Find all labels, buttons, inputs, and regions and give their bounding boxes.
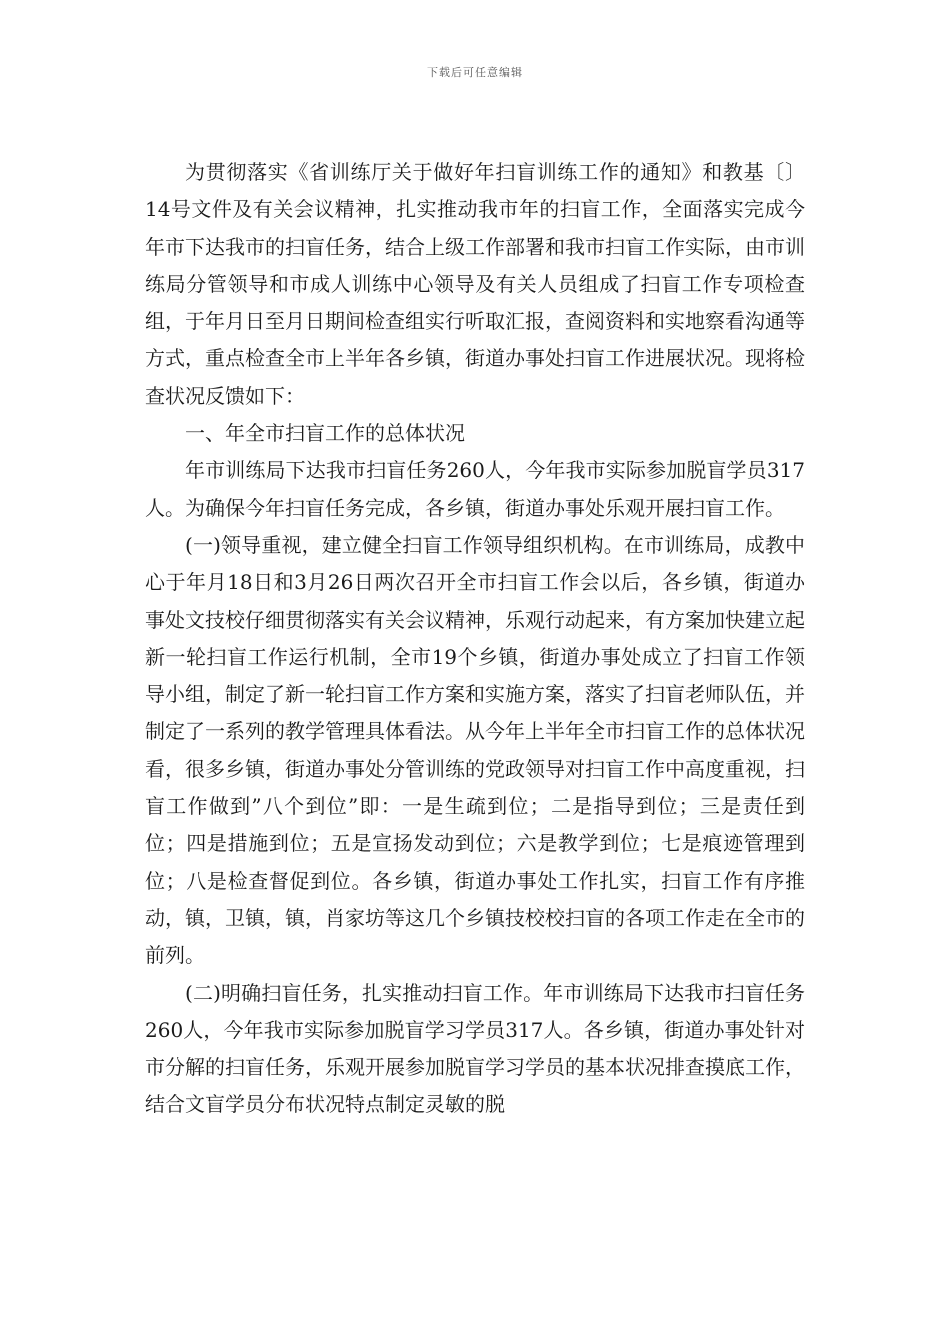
paragraph-tasks: (二)明确扫盲任务，扎实推动扫盲工作。年市训练局下达我市扫盲任务260人，今年我市实际参加脱盲学习学员317人。各乡镇，街道办事处针对市分解的扫盲任务，乐观开展参加脱盲学习学员的基本状况排查摸底工作，结合文盲学员分布状况特点制定灵敏的脱: [145, 980, 805, 1117]
paragraph-intro: 为贯彻落实《省训练厅关于做好年扫盲训练工作的通知》和教基〔〕14号文件及有关会议精神，扎实推动我市年的扫盲工作，全面落实完成今年市下达我市的扫盲任务，结合上级工作部署和我市扫盲工作实际，由市训练局分管领导和市成人训练中心领导及有关人员组成了扫盲工作专项检查组，于年月日至月日期间检查组实行听取汇报，查阅资料和实地察看沟通等方式，重点检查全市上半年各乡镇，街道办事处扫盲工作进展状况。现将检查状况反馈如下：: [145, 160, 805, 408]
section-heading-overview: 一、年全市扫盲工作的总体状况: [185, 421, 465, 446]
page-header-note: 下载后可任意编辑: [427, 66, 523, 79]
paragraph-task-summary: 年市训练局下达我市扫盲任务260人，今年我市实际参加脱盲学员317人。为确保今年扫盲任务完成，各乡镇，街道办事处乐观开展扫盲工作。: [145, 458, 805, 520]
document-body: [145, 154, 805, 1124]
paragraph-leadership: (一)领导重视，建立健全扫盲工作领导组织机构。在市训练局，成教中心于年月18日和3月26日两次召开全市扫盲工作会以后，各乡镇，街道办事处文技校仔细贯彻落实有关会议精神，乐观行动起来，有方案加快建立起新一轮扫盲工作运行机制，全市19个乡镇，街道办事处成立了扫盲工作领导小组，制定了新一轮扫盲工作方案和实施方案，落实了扫盲老师队伍，并制定了一系列的教学管理具体看法。从今年上半年全市扫盲工作的总体状况看，很多乡镇，街道办事处分管训练的党政领导对扫盲工作中高度重视，扫盲工作做到”八个到位”即：一是生疏到位；二是指导到位；三是责任到位；四是措施到位；五是宣扬发动到位；六是教学到位；七是痕迹管理到位；八是检查督促到位。各乡镇，街道办事处工作扎实，扫盲工作有序推动，镇，卫镇，镇，肖家坊等这几个乡镇技校校扫盲的各项工作走在全市的前列。: [145, 532, 805, 968]
